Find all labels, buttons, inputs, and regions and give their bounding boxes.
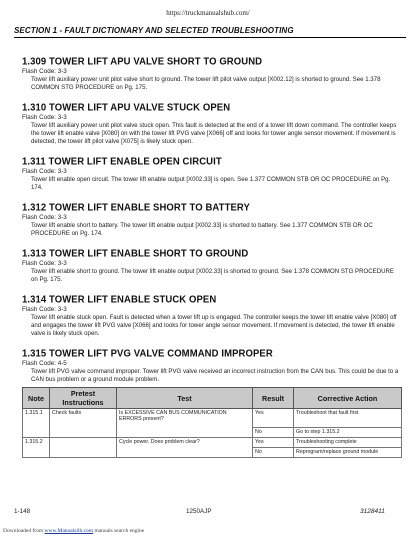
test-cell: Is EXCESSIVE CAN BUS COMMUNICATION ERRORS present? [117,409,253,438]
flash-code: Flash Code: 3-3 [22,260,67,267]
flash-code: Flash Code: 3-3 [22,68,67,75]
fault-description: Tower lift enable stuck open. Fault is detected when a tower lift up is engaged. The controller keeps the tower lift enable valve [X080] off and engages the tower lift PVG valve [X066] and looks for tower angle sensor movement. If movement is detected, the tower lift enable valve is likely stuck open. [31,314,397,337]
fault-content [22,57,402,458]
fault-title: 1.314 TOWER LIFT ENABLE STUCK OPEN [22,293,217,306]
result-cell: Yes [253,438,294,448]
fault-entry-1313 [22,249,402,284]
header-pretest: Pretest Instructions [50,388,117,409]
flash-code: Flash Code: 4-5 [22,360,67,367]
table-row [23,438,402,448]
action-cell: Troubleshooting complete [294,438,402,448]
action-cell: Troubleshoot that fault first [294,409,402,428]
fault-description: Tower lift enable open circuit. The tower lift enable output [X002.33] is open. See 1.377 COMMON STB OR OC PROCEDURE on Pg. 174. [31,176,391,191]
result-cell: Yes [253,409,294,428]
flash-code: Flash Code: 3-3 [22,306,67,313]
fault-description: Tower lift enable short to battery. The tower lift enable output [X002.33] is shorted to battery. See 1.377 COMMON STB OR OC PROCEDURE on Pg. 174. [31,222,373,237]
fault-description: Tower lift auxiliary power unit pilot valve stuck open. This fault is detected at the end of a tower lift down command. The controller keeps the tower lift enable valve [X080] on with the tower lift PVG valve [X066] off and looks for tower angle sensor movement. If movement is detected, the tower lift pilot valve [X075] is likely stuck open. [31,122,397,145]
note-cell: 1.315.1 [23,409,50,438]
header-note: Note [23,388,50,409]
action-cell: Reprogram/replace ground module [294,448,402,458]
model-name: 1250AJP [186,508,212,515]
document-number: 3128411 [360,508,385,515]
section-header: SECTION 1 - FAULT DICTIONARY AND SELECTED TROUBLESHOOTING [14,26,406,38]
fault-description: Tower lift auxiliary power unit pilot valve short to ground. The tower lift pilot valve output [X002.12] is shorted to ground. See 1.378 COMMON STG PROCEDURE on Pg. 175. [31,76,381,91]
fault-entry-1312 [22,203,402,238]
note-cell: 1.315.2 [23,438,50,458]
header-test: Test [117,388,253,409]
header-action: Corrective Action [294,388,402,409]
fault-description: Tower lift enable short to ground. The tower lift enable output [X002.33] is shorted to ground. See 1.378 COMMON STG PROCEDURE on Pg. 175. [31,268,394,283]
header-result: Result [253,388,294,409]
fault-title: 1.311 TOWER LIFT ENABLE OPEN CIRCUIT [22,155,222,168]
fault-entry-1309 [22,57,402,92]
action-cell: Go to step 1.315.2 [294,428,402,438]
pretest-cell: Check faults [50,409,117,438]
fault-title: 1.312 TOWER LIFT ENABLE SHORT TO BATTERY [22,201,250,214]
troubleshooting-table [22,387,402,458]
flash-code: Flash Code: 3-3 [22,114,67,121]
fault-title: 1.315 TOWER LIFT PVG VALVE COMMAND IMPROPER [22,347,273,360]
flash-code: Flash Code: 3-3 [22,168,67,175]
page-number: 1-148 [14,508,31,515]
table-header-row [23,388,402,409]
download-suffix: manuals search engine [93,528,145,534]
pretest-cell [50,438,117,458]
fault-entry-1311 [22,157,402,192]
page-url: https://truckmanualshub.com/ [166,9,250,17]
manualslib-link[interactable]: www.Manualslib.com [44,528,94,534]
fault-title: 1.310 TOWER LIFT APU VALVE STUCK OPEN [22,101,231,114]
download-notice [3,528,144,534]
test-cell: Cycle power. Does problem clear? [117,438,253,458]
result-cell: No [253,428,294,438]
fault-entry-1315 [22,349,402,384]
fault-title: 1.309 TOWER LIFT APU VALVE SHORT TO GROUND [22,55,263,68]
fault-entry-1310 [22,103,402,146]
table-row [23,409,402,428]
fault-title: 1.313 TOWER LIFT ENABLE SHORT TO GROUND [22,247,249,260]
download-prefix: Downloaded from [3,528,45,534]
fault-entry-1314 [22,295,402,338]
flash-code: Flash Code: 3-3 [22,214,67,221]
result-cell: No [253,448,294,458]
fault-description: Tower lift PVG valve command improper. Tower lift PVG valve received an incorrect instruction from the CAN bus. This could be due to a CAN bus problem or a ground module problem. [31,368,399,383]
